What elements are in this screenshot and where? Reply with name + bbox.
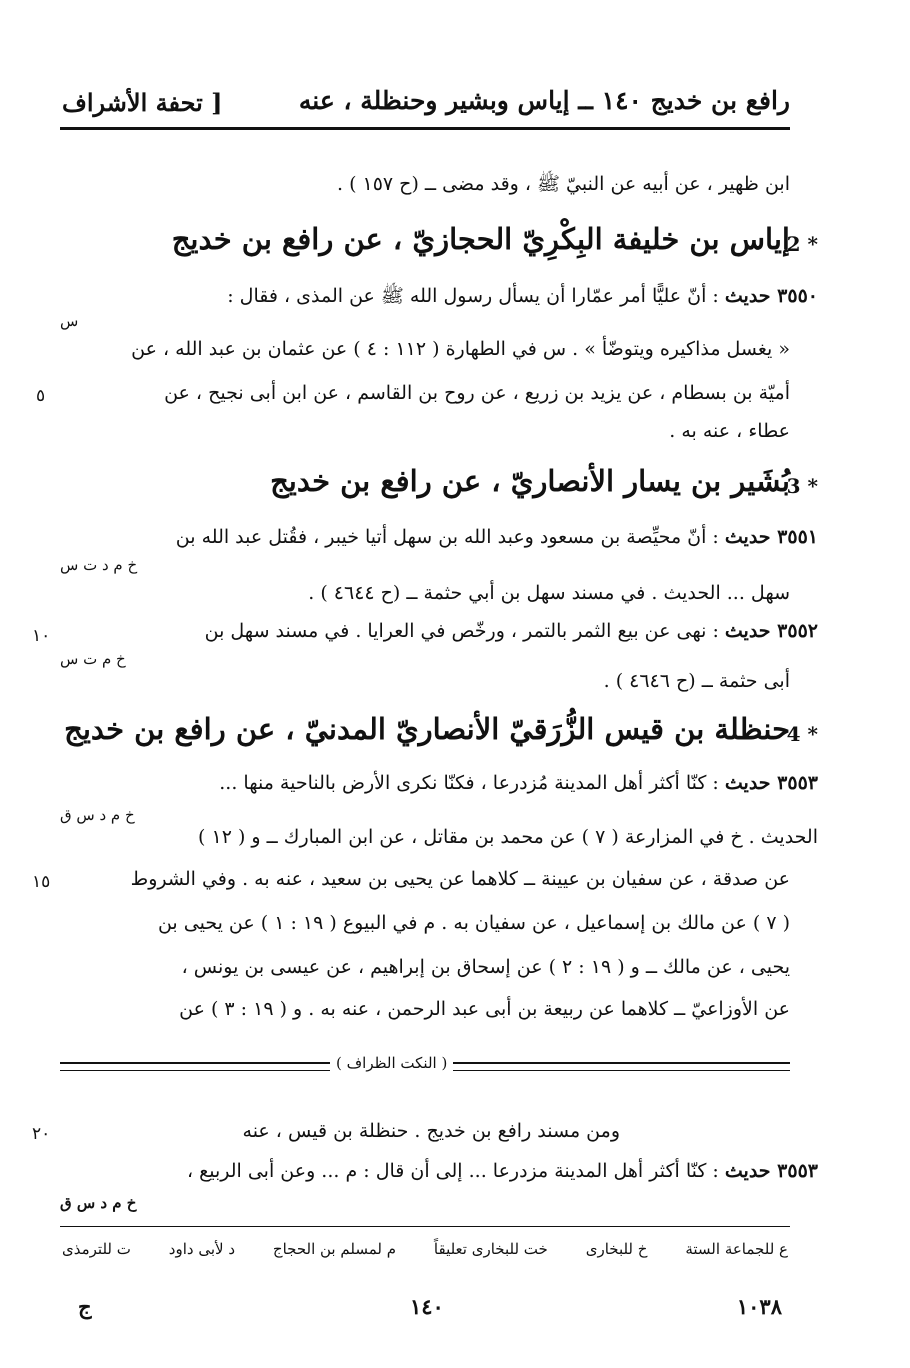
margin-number: ١٠ <box>32 626 51 646</box>
abbreviation: م لمسلم بن الحجاج <box>272 1240 397 1258</box>
section-marker: 4 * <box>786 722 818 746</box>
section-title: بُشَير بن يسار الأنصاريّ ، عن رافع بن خديج <box>270 464 790 498</box>
page-number-right: ١٠٣٨ <box>736 1294 782 1319</box>
margin-number: ١٥ <box>32 872 51 892</box>
hadith-number: ٣٥٥٣ حديث <box>724 1160 818 1182</box>
text-line: عن الأوزاعيّ ــ كلاهما عن ربيعة بن أبى عبد الرحمن ، عنه به . و ( ١٩ : ٣ ) عن <box>179 998 790 1020</box>
hadith-text: : كنّا أكثر أهل المدينة مزدرعا ... إلى أن قال : م ... وعن أبى الربيع ، <box>186 1160 719 1182</box>
text-line: ( ٧ ) عن مالك بن إسماعيل ، عن سفيان به . م في البيوع ( ١٩ : ١ ) عن يحيى بن <box>157 912 790 934</box>
hadith-line <box>176 526 818 548</box>
abbreviation: ت للترمذى <box>62 1240 131 1258</box>
abbreviations-row <box>62 1240 788 1258</box>
section-title: حنظلة بن قيس الزُّرَقيّ الأنصاريّ المدنيّ ، عن رافع بن خديج <box>64 712 790 746</box>
sigla: خ م د س ق <box>60 1194 137 1212</box>
section-marker: 3 * <box>786 474 818 498</box>
abbreviation: خ للبخارى <box>585 1240 648 1258</box>
nukat-line: ومن مسند رافع بن خديج . حنظلة بن قيس ، عنه <box>242 1120 620 1142</box>
text-line: سهل ... الحديث . في مسند سهل بن أبي حثمة ــ (ح ٤٦٤٤ ) . <box>308 582 790 604</box>
hadith-number: ٣٥٥٠ حديث <box>724 285 818 307</box>
page-number-center: ١٤٠ <box>410 1294 444 1319</box>
hadith-number: ٣٥٥٢ حديث <box>724 620 818 642</box>
text-line: أميّة بن بسطام ، عن يزيد بن زريع ، عن روح بن القاسم ، عن ابن أبى نجيح ، عن <box>164 382 790 404</box>
abbreviation: ع للجماعة الستة <box>685 1240 788 1258</box>
intro-line: ابن ظهير ، عن أبيه عن النبيّ ﷺ ، وقد مضى ــ (ح ١٥٧ ) . <box>336 173 790 195</box>
text-line: عطاء ، عنه به . <box>669 420 790 442</box>
hadith-text: : أنّ محيِّصة بن مسعود وعبد الله بن سهل أتيا خيبر ، فقُتل عبد الله بن <box>175 526 719 548</box>
hadith-number: ٣٥٥١ حديث <box>724 526 818 548</box>
sigla: خ م د ت س <box>60 556 138 574</box>
hadith-line <box>187 1160 818 1182</box>
text-line: أبى حثمة ــ (ح ٤٦٤٦ ) . <box>603 670 790 692</box>
hadith-text: : أنّ عليًّا أمر عمّارا أن يسأل رسول الله ﷺ عن المذى ، فقال : <box>227 285 719 307</box>
hadith-line <box>227 284 818 312</box>
margin-number: ٥ <box>36 386 46 406</box>
hadith-line <box>219 772 818 794</box>
margin-number: ٢٠ <box>32 1124 51 1144</box>
hadith-text: : كنّا أكثر أهل المدينة مُزدرعا ، فكنّا نكرى الأرض بالناحية منها ... <box>219 772 719 794</box>
hadith-text: : نهى عن بيع الثمر بالتمر ، ورخّص في العرايا . في مسند سهل بن <box>204 620 719 642</box>
hadith-line <box>205 620 818 642</box>
header-title-right: رافع بن خديج ١٤٠ ــ إياس وبشير وحنظلة ، عنه <box>298 86 790 115</box>
nukat-heading: ( النكت الظراف ) <box>330 1054 453 1072</box>
sigla: خ م د س ق <box>60 806 135 824</box>
header-rule <box>60 127 790 130</box>
section-marker: 2 * <box>786 232 818 256</box>
section-title: إياس بن خليفة البِكْرِيّ الحجازيّ ، عن رافع بن خديج <box>171 222 790 256</box>
text-line: عن صدقة ، عن سفيان بن عيينة ــ كلاهما عن يحيى بن سعيد ، عنه به . وفي الشروط <box>130 868 790 890</box>
header-title-left: [ تحفة الأشراف <box>62 88 223 117</box>
text-line: يحيى ، عن مالك ــ و ( ١٩ : ٢ ) عن إسحاق بن إبراهيم ، عن عيسى بن يونس ، <box>181 956 790 978</box>
footer-rule <box>60 1226 790 1227</box>
abbreviation: خت للبخارى تعليقاً <box>433 1240 548 1258</box>
abbreviation: د لأبى داود <box>168 1240 235 1258</box>
volume-letter: ج <box>78 1294 92 1319</box>
text-line: الحديث . خ في المزارعة ( ٧ ) عن محمد بن مقاتل ، عن ابن المبارك ــ و ( ١٢ ) <box>198 826 818 848</box>
sigla: خ م ت س <box>60 650 126 668</box>
sigla: س <box>60 312 79 330</box>
hadith-number: ٣٥٥٣ حديث <box>724 772 818 794</box>
text-line: « يغسل مذاكيره ويتوضّأ » . س في الطهارة ( ١١٢ : ٤ ) عن عثمان بن عبد الله ، عن <box>131 338 790 360</box>
